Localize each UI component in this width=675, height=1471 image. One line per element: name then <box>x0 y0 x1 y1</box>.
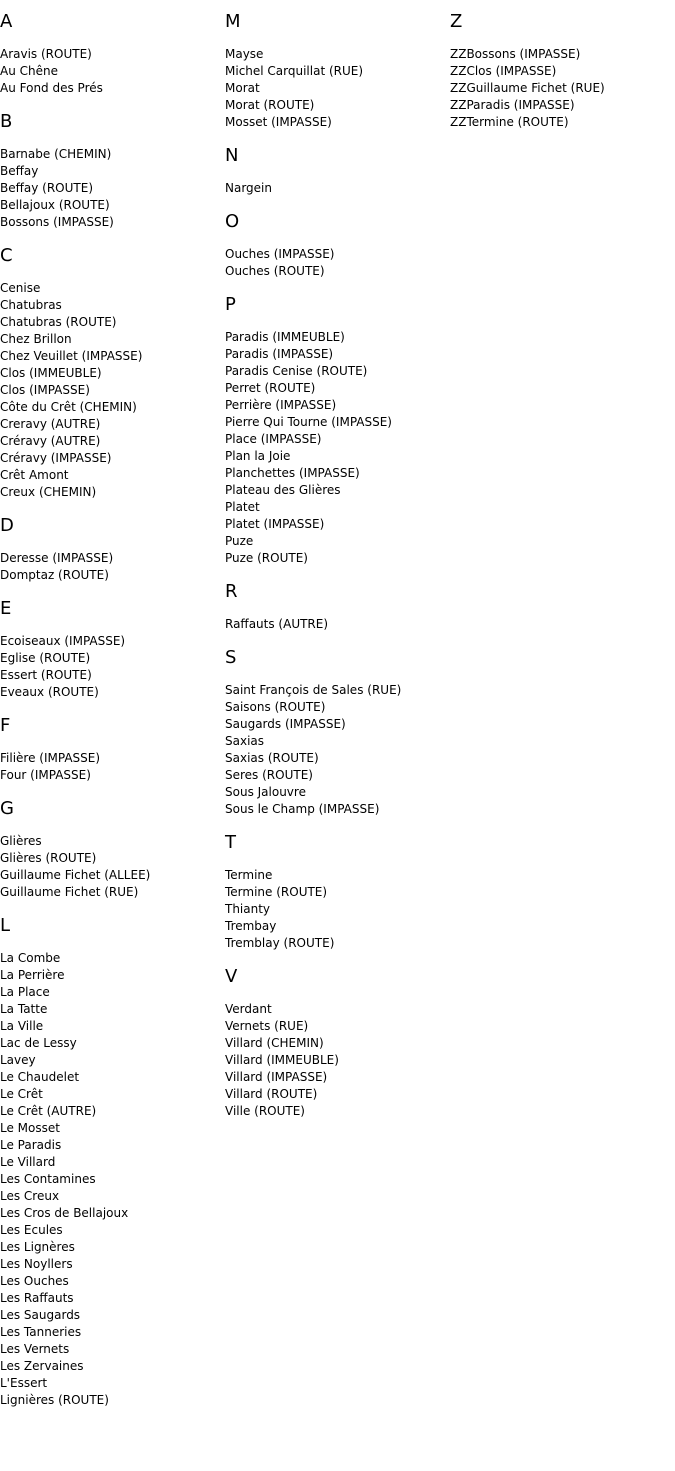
street-entry: Sous le Champ (IMPASSE) <box>225 802 380 816</box>
section-letter-heading: N <box>225 145 239 166</box>
street-entry: Les Lignères <box>0 1240 75 1254</box>
street-entry: Mayse <box>225 47 264 61</box>
street-entry: Place (IMPASSE) <box>225 432 322 446</box>
street-entry: Michel Carquillat (RUE) <box>225 64 364 78</box>
street-entry: Vernets (RUE) <box>225 1019 309 1033</box>
street-list <box>0 46 225 97</box>
street-entry: Les Creux <box>0 1189 60 1203</box>
street-entry: Tremblay (ROUTE) <box>225 936 335 950</box>
street-entry: Seres (ROUTE) <box>225 768 313 782</box>
letter-section <box>0 598 225 701</box>
street-entry: Le Mosset <box>0 1121 60 1135</box>
section-letter-heading: C <box>0 245 13 266</box>
street-entry: Lavey <box>0 1053 36 1067</box>
street-entry: Saisons (ROUTE) <box>225 700 326 714</box>
street-entry: ZZParadis (IMPASSE) <box>450 98 575 112</box>
street-entry: Termine (ROUTE) <box>225 885 328 899</box>
street-entry: Nargein <box>225 181 272 195</box>
street-entry: Saxias <box>225 734 265 748</box>
street-entry: ZZClos (IMPASSE) <box>450 64 557 78</box>
index-column-2 <box>225 0 450 1134</box>
street-list <box>0 633 225 701</box>
letter-section <box>0 515 225 584</box>
street-entry: Créravy (AUTRE) <box>0 434 101 448</box>
street-entry: Chatubras <box>0 298 62 312</box>
street-entry: Morat (ROUTE) <box>225 98 315 112</box>
section-letter-heading: R <box>225 581 238 602</box>
street-entry: Au Fond des Prés <box>0 81 103 95</box>
street-entry: Beffay (ROUTE) <box>0 181 93 195</box>
street-entry: Glières (ROUTE) <box>0 851 97 865</box>
street-entry: La Place <box>0 985 50 999</box>
street-entry: Villard (ROUTE) <box>225 1087 318 1101</box>
street-list <box>0 750 225 784</box>
street-entry: Essert (ROUTE) <box>0 668 92 682</box>
street-entry: Créravy (IMPASSE) <box>0 451 112 465</box>
street-entry: Raffauts (AUTRE) <box>225 617 329 631</box>
street-entry: Creravy (AUTRE) <box>0 417 101 431</box>
street-entry: Crêt Amont <box>0 468 69 482</box>
section-letter-heading: E <box>0 598 12 619</box>
street-entry: La Combe <box>0 951 61 965</box>
section-letter-heading: G <box>0 798 14 819</box>
street-entry: Chez Brillon <box>0 332 72 346</box>
street-entry: ZZGuillaume Fichet (RUE) <box>450 81 605 95</box>
street-entry: Les Zervaines <box>0 1359 84 1373</box>
street-entry: Ouches (ROUTE) <box>225 264 325 278</box>
street-list <box>225 329 450 567</box>
street-entry: Saugards (IMPASSE) <box>225 717 346 731</box>
section-letter-heading: S <box>225 647 237 668</box>
letter-section <box>225 966 450 1120</box>
section-letter-heading: Z <box>450 11 463 32</box>
street-list <box>225 867 450 952</box>
street-list <box>0 550 225 584</box>
street-entry: Les Ouches <box>0 1274 69 1288</box>
street-entry: Chez Veuillet (IMPASSE) <box>0 349 143 363</box>
section-letter-heading: T <box>225 832 236 853</box>
letter-section <box>0 11 225 97</box>
section-letter-heading: P <box>225 294 236 315</box>
street-entry: Côte du Crêt (CHEMIN) <box>0 400 137 414</box>
letter-section <box>0 111 225 231</box>
street-entry: Les Raffauts <box>0 1291 74 1305</box>
street-list <box>225 46 450 131</box>
street-list <box>0 146 225 231</box>
street-entry: Eglise (ROUTE) <box>0 651 91 665</box>
street-entry: Les Vernets <box>0 1342 70 1356</box>
index-column-1 <box>0 0 225 1423</box>
letter-section <box>450 11 675 131</box>
street-entry: Trembay <box>225 919 277 933</box>
street-entry: ZZTermine (ROUTE) <box>450 115 569 129</box>
street-entry: Ecoiseaux (IMPASSE) <box>0 634 126 648</box>
street-entry: Perrière (IMPASSE) <box>225 398 337 412</box>
street-entry: Lac de Lessy <box>0 1036 77 1050</box>
street-entry: Villard (IMMEUBLE) <box>225 1053 339 1067</box>
street-entry: Cenise <box>0 281 41 295</box>
street-entry: Villard (IMPASSE) <box>225 1070 328 1084</box>
street-entry: Thianty <box>225 902 271 916</box>
street-entry: Le Chaudelet <box>0 1070 80 1084</box>
section-letter-heading: O <box>225 211 240 232</box>
index-column-3 <box>450 0 675 145</box>
street-entry: Pierre Qui Tourne (IMPASSE) <box>225 415 392 429</box>
street-entry: Morat <box>225 81 260 95</box>
letter-section <box>225 647 450 818</box>
street-entry: Chatubras (ROUTE) <box>0 315 117 329</box>
street-entry: Les Tanneries <box>0 1325 82 1339</box>
street-entry: Clos (IMMEUBLE) <box>0 366 102 380</box>
letter-section <box>0 715 225 784</box>
street-entry: Saint François de Sales (RUE) <box>225 683 402 697</box>
street-entry: Four (IMPASSE) <box>0 768 91 782</box>
letter-section <box>225 832 450 952</box>
street-entry: Barnabe (CHEMIN) <box>0 147 112 161</box>
street-list <box>0 950 225 1409</box>
street-entry: La Perrière <box>0 968 65 982</box>
street-entry: Guillaume Fichet (RUE) <box>0 885 139 899</box>
street-list <box>225 682 450 818</box>
street-entry: Glières <box>0 834 42 848</box>
letter-section <box>225 145 450 197</box>
street-list <box>225 246 450 280</box>
section-letter-heading: A <box>0 11 13 32</box>
street-list <box>0 280 225 501</box>
street-list <box>225 1001 450 1120</box>
street-entry: Les Ecules <box>0 1223 63 1237</box>
street-entry: Filière (IMPASSE) <box>0 751 101 765</box>
letter-section <box>0 245 225 501</box>
street-entry: Puze (ROUTE) <box>225 551 308 565</box>
section-letter-heading: D <box>0 515 14 536</box>
street-entry: Beffay <box>0 164 39 178</box>
street-entry: Plan la Joie <box>225 449 291 463</box>
street-entry: Termine <box>225 868 273 882</box>
street-entry: Les Cros de Bellajoux <box>0 1206 129 1220</box>
street-entry: Verdant <box>225 1002 272 1016</box>
street-entry: ZZBossons (IMPASSE) <box>450 47 581 61</box>
letter-section <box>225 211 450 280</box>
street-entry: Perret (ROUTE) <box>225 381 316 395</box>
street-entry: Villard (CHEMIN) <box>225 1036 324 1050</box>
street-list <box>225 180 450 197</box>
street-entry: Les Noyllers <box>0 1257 73 1271</box>
street-entry: Les Saugards <box>0 1308 81 1322</box>
section-letter-heading: M <box>225 11 241 32</box>
street-entry: Saxias (ROUTE) <box>225 751 319 765</box>
street-entry: Planchettes (IMPASSE) <box>225 466 360 480</box>
street-entry: Creux (CHEMIN) <box>0 485 97 499</box>
street-entry: Ville (ROUTE) <box>225 1104 305 1118</box>
street-entry: Paradis Cenise (ROUTE) <box>225 364 368 378</box>
street-entry: Mosset (IMPASSE) <box>225 115 332 129</box>
letter-section <box>225 294 450 567</box>
street-entry: Le Villard <box>0 1155 56 1169</box>
street-entry: Bossons (IMPASSE) <box>0 215 114 229</box>
street-entry: Sous Jalouvre <box>225 785 306 799</box>
section-letter-heading: B <box>0 111 13 132</box>
letter-section <box>225 11 450 131</box>
street-entry: Les Contamines <box>0 1172 96 1186</box>
street-entry: L'Essert <box>0 1376 48 1390</box>
street-entry: Bellajoux (ROUTE) <box>0 198 110 212</box>
street-entry: Paradis (IMMEUBLE) <box>225 330 345 344</box>
street-entry: Domptaz (ROUTE) <box>0 568 109 582</box>
street-entry: Deresse (IMPASSE) <box>0 551 114 565</box>
street-list <box>225 616 450 633</box>
street-entry: La Ville <box>0 1019 44 1033</box>
street-entry: Au Chêne <box>0 64 58 78</box>
street-entry: Puze <box>225 534 254 548</box>
street-entry: Le Paradis <box>0 1138 62 1152</box>
street-entry: Aravis (ROUTE) <box>0 47 92 61</box>
street-entry: Platet <box>225 500 260 514</box>
letter-section <box>0 915 225 1409</box>
street-entry: Eveaux (ROUTE) <box>0 685 99 699</box>
letter-section <box>0 798 225 901</box>
street-entry: Le Crêt (AUTRE) <box>0 1104 97 1118</box>
street-entry: Guillaume Fichet (ALLEE) <box>0 868 151 882</box>
street-entry: La Tatte <box>0 1002 48 1016</box>
street-entry: Paradis (IMPASSE) <box>225 347 334 361</box>
street-entry: Le Crêt <box>0 1087 43 1101</box>
street-entry: Lignières (ROUTE) <box>0 1393 109 1407</box>
section-letter-heading: L <box>0 915 11 936</box>
street-entry: Plateau des Glières <box>225 483 341 497</box>
section-letter-heading: F <box>0 715 11 736</box>
street-entry: Clos (IMPASSE) <box>0 383 90 397</box>
street-entry: Platet (IMPASSE) <box>225 517 325 531</box>
street-list <box>450 46 675 131</box>
section-letter-heading: V <box>225 966 238 987</box>
street-entry: Ouches (IMPASSE) <box>225 247 335 261</box>
street-list <box>0 833 225 901</box>
letter-section <box>225 581 450 633</box>
